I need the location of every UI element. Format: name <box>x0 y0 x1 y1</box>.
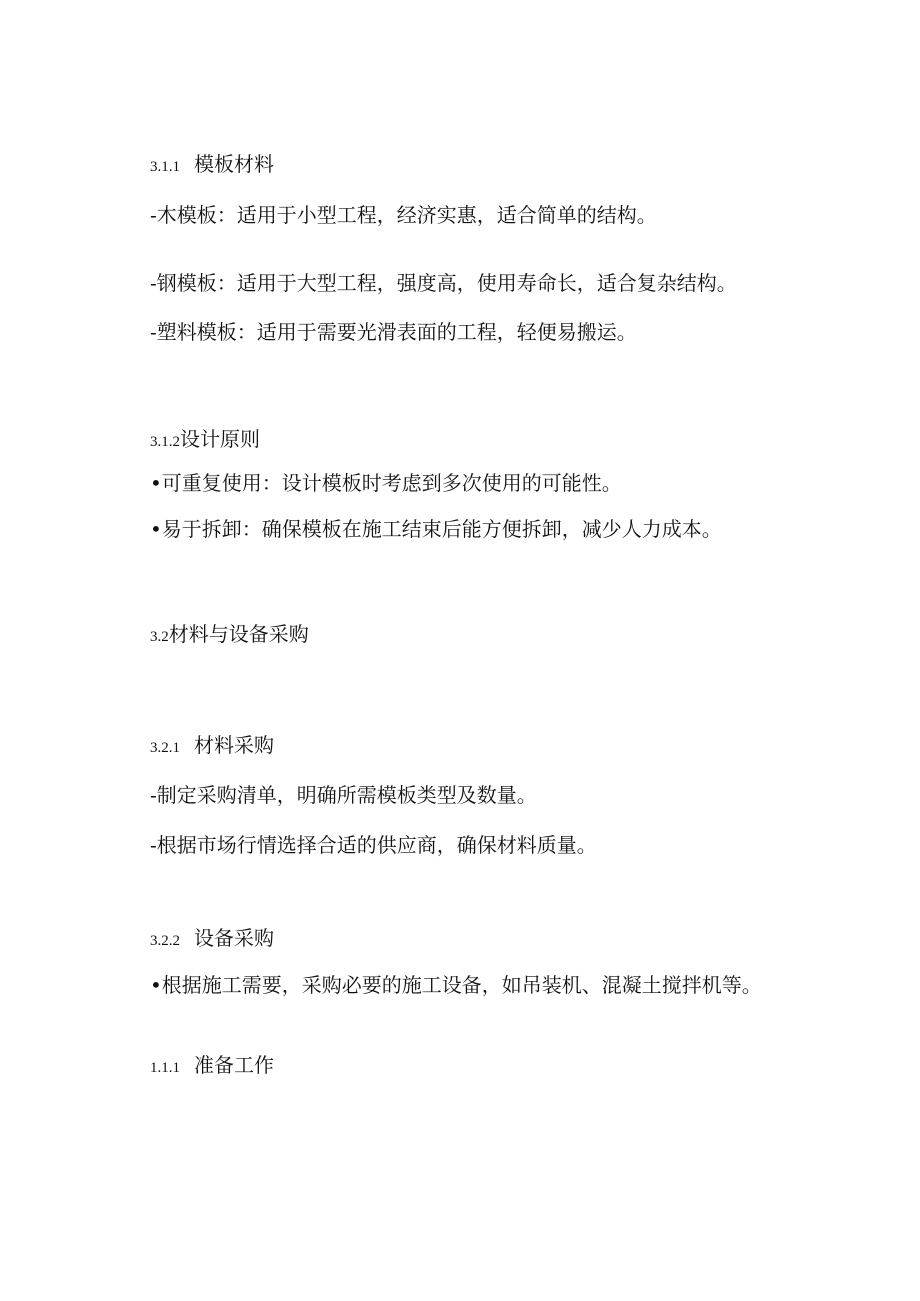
list-item <box>150 515 722 543</box>
section-heading-1-1-1 <box>150 1051 274 1082</box>
heading-title: 模板材料 <box>194 152 274 176</box>
heading-number: 3.2.1 <box>150 740 180 756</box>
heading-number: 1.1.1 <box>150 1060 180 1076</box>
list-item-text: 钢模板：适用于大型工程，强度高，使用寿命长，适合复杂结构。 <box>156 271 737 295</box>
dash-marker: - <box>150 203 157 227</box>
bullet-marker: • <box>150 517 162 541</box>
list-item-text: 塑料模板：适用于需要光滑表面的工程，轻便易搬运。 <box>156 320 637 344</box>
list-item <box>150 469 622 497</box>
section-heading-3-2-2 <box>150 924 274 955</box>
list-item <box>150 269 737 297</box>
list-item <box>150 781 537 809</box>
section-heading-3-1-1 <box>150 150 274 181</box>
list-item <box>150 831 597 859</box>
dash-marker: - <box>150 833 157 857</box>
section-heading-3-1-2 <box>150 425 260 456</box>
bullet-marker: • <box>150 973 162 997</box>
list-item-text: 可重复使用：设计模板时考虑到多次使用的可能性。 <box>161 471 622 495</box>
dash-marker: - <box>150 783 157 807</box>
heading-title: 材料采购 <box>194 733 274 757</box>
list-item-text: 根据市场行情选择合适的供应商，确保材料质量。 <box>156 833 597 857</box>
heading-number: 3.1.2 <box>150 434 180 450</box>
heading-title: 准备工作 <box>194 1053 274 1077</box>
heading-number: 3.2.2 <box>150 933 180 949</box>
list-item-text: 木模板：适用于小型工程，经济实惠，适合简单的结构。 <box>156 203 657 227</box>
section-heading-3-2 <box>150 620 309 651</box>
heading-number: 3.2 <box>150 629 169 645</box>
list-item-text: 制定采购清单，明确所需模板类型及数量。 <box>156 783 537 807</box>
heading-number: 3.1.1 <box>150 159 180 175</box>
heading-title: 设备采购 <box>194 926 274 950</box>
list-item <box>150 318 637 346</box>
dash-marker: - <box>150 320 157 344</box>
heading-title: 设计原则 <box>180 427 260 451</box>
bullet-marker: • <box>150 471 162 495</box>
list-item-text: 根据施工需要，采购必要的施工设备，如吊装机、混凝土搅拌机等。 <box>161 973 762 997</box>
dash-marker: - <box>150 271 157 295</box>
heading-title: 材料与设备采购 <box>168 622 309 646</box>
list-item-text: 易于拆卸：确保模板在施工结束后能方便拆卸，减少人力成本。 <box>161 517 722 541</box>
list-item <box>150 201 657 229</box>
list-item <box>150 971 762 999</box>
section-heading-3-2-1 <box>150 731 274 762</box>
